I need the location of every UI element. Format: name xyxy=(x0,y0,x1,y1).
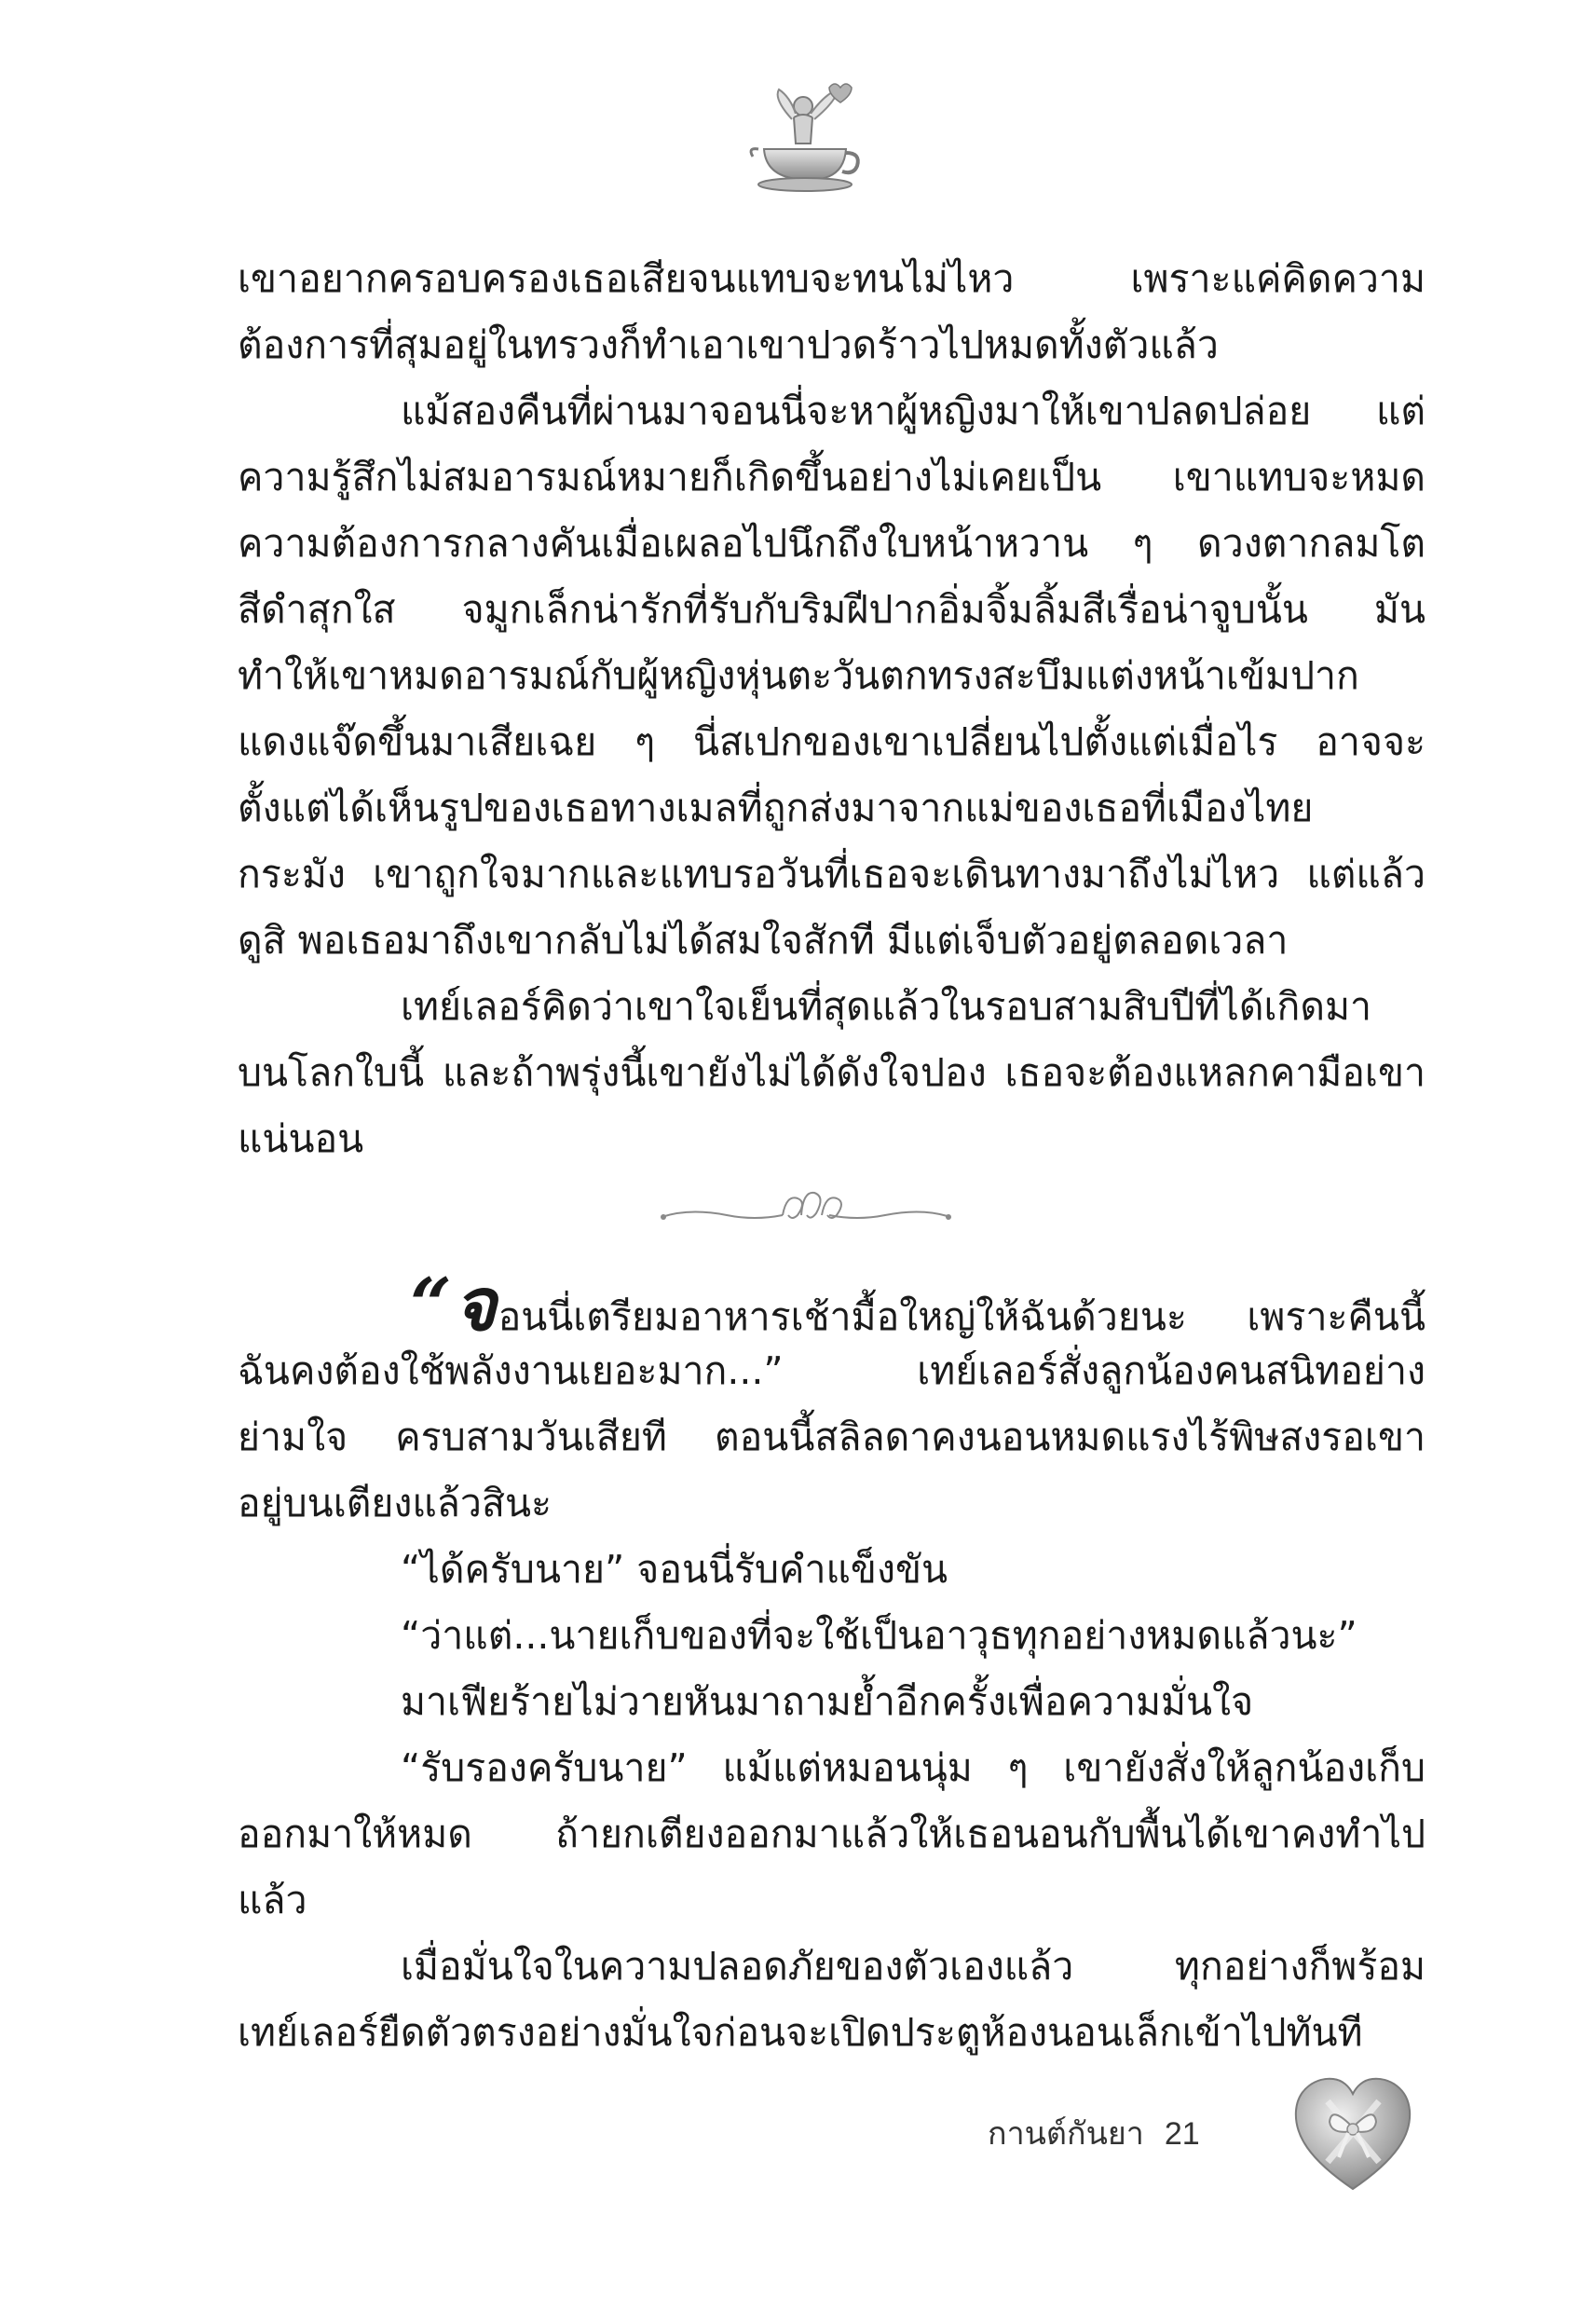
text-line: ความรู้สึกไม่สมอารมณ์หมายก็เกิดขึ้นอย่างไม่เคยเป็น เขาแทบจะหมด xyxy=(238,455,1425,499)
text-line: เมื่อมั่นใจในความปลอดภัยของตัวเองแล้ว ทุกอย่างก็พร้อม xyxy=(401,1944,1425,1989)
text-line: ต้องการที่สุมอยู่ในทรวงก็ทำเอาเขาปวดร้าวไปหมดทั้งตัวแล้ว xyxy=(238,322,1219,367)
text-line: กระมัง เขาถูกใจมากและแทบรอวันที่เธอจะเดินทางมาถึงไม่ไหว แต่แล้ว xyxy=(238,852,1425,896)
text-line: เทย์เลอร์ยืดตัวตรงอย่างมั่นใจก่อนจะเปิดประตูห้องนอนเล็กเข้าไปทันที xyxy=(238,2010,1363,2055)
paragraph-block-two xyxy=(238,1263,1425,2066)
heart-ribbon-icon xyxy=(1290,2073,1416,2195)
drop-cap-letter: จ xyxy=(453,1263,498,1347)
text-line: “ได้ครับนาย” จอนนี่รับคำแข็งขัน xyxy=(401,1547,948,1592)
text-line: ดูสิ พอเธอมาถึงเขากลับไม่ได้สมใจสักที มีแต่เจ็บตัวอยู่ตลอดเวลา xyxy=(238,918,1289,963)
paragraph-block-one xyxy=(238,246,1425,1172)
opening-line xyxy=(238,1263,1425,1347)
text-line: “ว่าแต่...นายเก็บของที่จะใช้เป็นอาวุธทุกอย่างหมดแล้วนะ” xyxy=(401,1613,1357,1658)
text-line: แดงแจ๊ดขึ้นมาเสียเฉย ๆ นี่สเปกของเขาเปลี่ยนไปตั้งแต่เมื่อไร อาจจะ xyxy=(238,719,1425,764)
text-line: เทย์เลอร์คิดว่าเขาใจเย็นที่สุดแล้วในรอบสามสิบปีที่ได้เกิดมา xyxy=(401,984,1372,1029)
text-line: สีดำสุกใส จมูกเล็กน่ารักที่รับกับริมฝีปากอิ่มจิ้มลิ้มสีเรื่อน่าจูบนั้น มัน xyxy=(238,587,1425,632)
page-footer xyxy=(988,2108,1200,2158)
text-line: แน่นอน xyxy=(238,1116,364,1161)
book-title: กานต์กันยา xyxy=(988,2116,1144,2152)
text-line: มาเฟียร้ายไม่วายหันมาถามย้ำอีกครั้งเพื่อความมั่นใจ xyxy=(401,1679,1254,1724)
text-line: ตั้งแต่ได้เห็นรูปของเธอทางเมลที่ถูกส่งมาจากแม่ของเธอที่เมืองไทย xyxy=(238,786,1314,830)
text-line: อนนี่เตรียมอาหารเช้ามื้อใหญ่ให้ฉันด้วยนะ เพราะคืนนี้ xyxy=(498,1294,1425,1339)
text-line: ย่ามใจ ครบสามวันเสียที ตอนนี้สลิลดาคงนอนหมดแรงไร้พิษสงรอเขา xyxy=(238,1415,1425,1459)
text-line: แม้สองคืนที่ผ่านมาจอนนี่จะหาผู้หญิงมาให้เขาปลดปล่อย แต่ xyxy=(401,389,1425,433)
text-line: ฉันคงต้องใช้พลังงานเยอะมาก...” เทย์เลอร์สั่งลูกน้องคนสนิทอย่าง xyxy=(238,1348,1425,1393)
text-line: ทำให้เขาหมดอารมณ์กับผู้หญิงหุ่นตะวันตกทรงสะบึมแต่งหน้าเข้มปาก xyxy=(238,653,1359,698)
text-line: ความต้องการกลางคันเมื่อเผลอไปนึกถึงใบหน้าหวาน ๆ ดวงตากลมโต xyxy=(238,521,1425,566)
text-line: “รับรองครับนาย” แม้แต่หมอนนุ่ม ๆ เขายังสั่งให้ลูกน้องเก็บ xyxy=(401,1745,1425,1790)
text-line: บนโลกใบนี้ และถ้าพรุ่งนี้เขายังไม่ได้ดังใจปอง เธอจะต้องแหลกคามือเขา xyxy=(238,1050,1425,1095)
open-quote-mark: “ xyxy=(410,1263,454,1347)
text-line: อยู่บนเตียงแล้วสินะ xyxy=(238,1481,552,1525)
text-line: ออกมาให้หมด ถ้ายกเตียงออกมาแล้วให้เธอนอนกับพื้นได้เขาคงทำไป xyxy=(238,1812,1425,1856)
page-number: 21 xyxy=(1164,2116,1200,2152)
text-line: เขาอยากครอบครองเธอเสียจนแทบจะทนไม่ไหว เพราะแค่คิดความ xyxy=(238,256,1425,301)
swirl-divider-icon xyxy=(652,1183,960,1239)
cupid-teacup-icon xyxy=(745,82,866,194)
text-line: แล้ว xyxy=(238,1878,307,1922)
